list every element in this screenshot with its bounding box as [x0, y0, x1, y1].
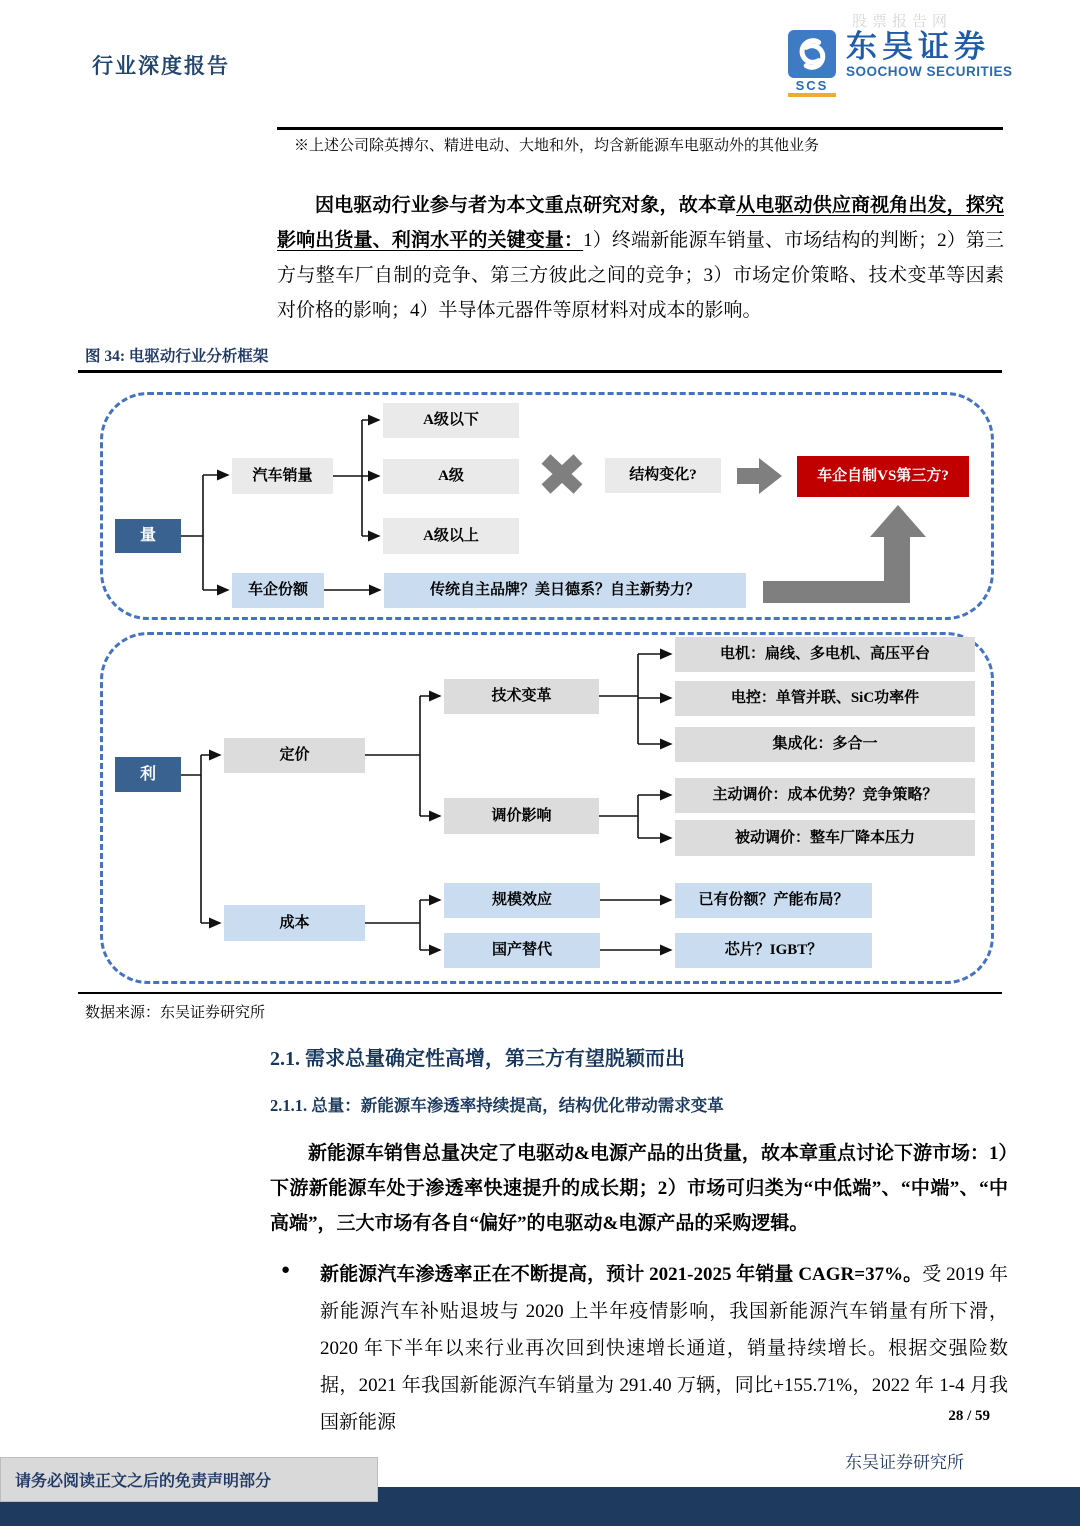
- section-heading-2-1: 2.1. 需求总量确定性高增，第三方有望脱颖而出: [270, 1048, 685, 1070]
- node-share-question: 已有份额？产能布局？: [675, 883, 872, 918]
- node-brand-question: 传统自主品牌？美日德系？自主新势力？: [384, 573, 746, 608]
- table-footnote: ※上述公司除英搏尔、精进电动、大地和外，均含新能源车电驱动外的其他业务: [294, 138, 820, 154]
- node-inhouse-vs-thirdparty: 车企自制VS第三方?: [797, 456, 969, 497]
- node-tech-change: 技术变革: [444, 679, 599, 714]
- node-a-class-above: A级以上: [383, 518, 519, 554]
- watermark: 股票报告网: [852, 13, 953, 30]
- figure-source: 数据来源：东吴证券研究所: [85, 1005, 266, 1021]
- intro-bold: 因电驱动行业参与者为本文重点研究对象，故本章: [315, 195, 737, 216]
- section-paragraph: 新能源车销售总量决定了电驱动&电源产品的出货量，故本章重点讨论下游市场：1）下游新能源车处于渗透率快速提升的成长期；2）市场可归类为“中低端”、“中端”、“中高端”，三大市场有各自“偏好”的电驱动&电源产品的采购逻辑。: [270, 1143, 1008, 1234]
- node-motor: 电机：扁线、多电机、高压平台: [675, 637, 975, 672]
- page-number: 28 / 59: [948, 1408, 990, 1424]
- node-passive-adjust: 被动调价：整车厂降本压力: [675, 820, 975, 856]
- multiply-icon: [546, 459, 578, 489]
- bullet-rest: 受 2019 年新能源汽车补贴退坡与 2020 上半年疫情影响，我国新能源汽车销量有所下滑，2020 年下半年以来行业再次回到快速增长通道，销量持续增长。根据交强险数据，2021 年我国新能源汽车销量为 291.40 万辆，同比+155.71%，2022 年 1-4 月我国新能源: [320, 1264, 1008, 1433]
- node-structure-change: 结构变化?: [605, 458, 721, 493]
- node-controller: 电控：单管并联、SiC功率件: [675, 681, 975, 716]
- node-pricing: 定价: [224, 738, 365, 773]
- arrow-right-icon: [737, 458, 782, 494]
- intro-underline: 从电驱动供应商视角出发，探究影响出货量、利润水平的关键变量：: [277, 195, 1004, 251]
- footer-disclaimer: 请务必阅读正文之后的免责声明部分: [0, 1457, 378, 1502]
- node-auto-sales: 汽车销量: [232, 458, 333, 494]
- bullet-bold: 新能源汽车渗透率正在不断提高，预计 2021-2025 年销量 CAGR=37%。: [320, 1264, 923, 1285]
- report-type-label: 行业深度报告: [92, 54, 230, 78]
- node-integration: 集成化：多合一: [675, 727, 975, 762]
- node-a-class: A级: [383, 459, 519, 494]
- node-price-adjust: 调价影响: [444, 798, 599, 834]
- section-heading-2-1-1: 2.1.1. 总量：新能源车渗透率持续提高，结构优化带动需求变革: [270, 1096, 724, 1115]
- node-a-class-below: A级以下: [383, 403, 519, 438]
- figure-caption: 图 34: 电驱动行业分析框架: [85, 348, 269, 365]
- footer-institute: 东吴证券研究所: [845, 1453, 964, 1472]
- logo-cn-name: 东吴证券: [846, 29, 990, 64]
- node-cost: 成本: [224, 905, 365, 941]
- logo-en-name: SOOCHOW SECURITIES: [846, 64, 1013, 79]
- logo-abbr: SCS: [788, 78, 836, 97]
- node-oem-share: 车企份额: [232, 573, 324, 608]
- node-active-adjust: 主动调价：成本优势？竞争策略？: [675, 778, 975, 813]
- bullet-marker: ●: [281, 1262, 291, 1278]
- bent-up-arrow-icon: [763, 505, 926, 603]
- intro-rest: 1）终端新能源车销量、市场结构的判断；2）第三方与整车厂自制的竞争、第三方彼此之间的竞争；3）市场定价策略、技术变革等因素对价格的影响；4）半导体元器件等原材料对成本的影响。: [277, 230, 1004, 321]
- node-chip-question: 芯片？IGBT？: [675, 933, 872, 968]
- node-scale-effect: 规模效应: [444, 883, 600, 918]
- node-profit-root: 利: [115, 757, 181, 792]
- node-volume-root: 量: [115, 519, 181, 553]
- node-domestic-sub: 国产替代: [444, 933, 600, 968]
